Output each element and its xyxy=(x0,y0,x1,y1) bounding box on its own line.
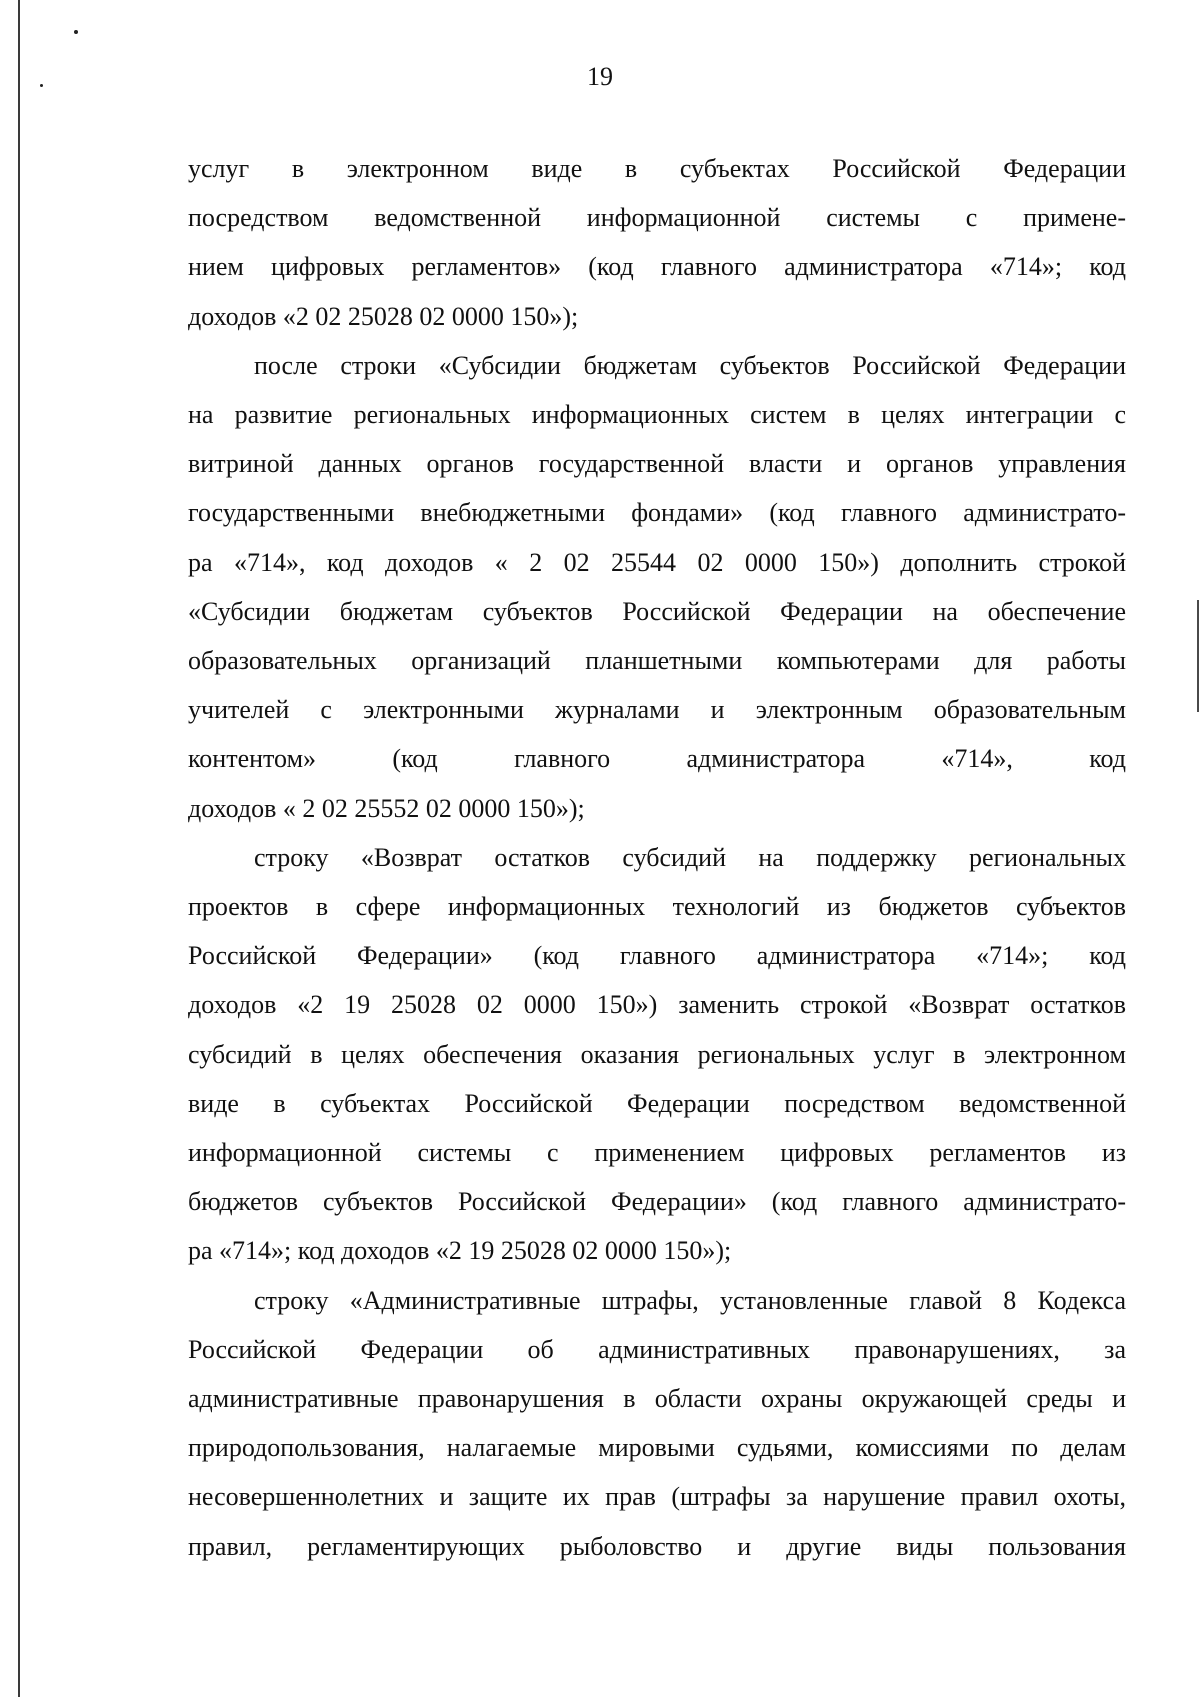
text-line: витриной данных органов государственной власти и органов управления xyxy=(188,449,1126,479)
text-line: после строки «Субсидии бюджетам субъектов Российской Федерации xyxy=(254,350,1126,380)
text-line: бюджетов субъектов Российской Федерации» (код главного администрато- xyxy=(188,1187,1126,1217)
text-line: ра «714», код доходов « 2 02 25544 02 0000 150») дополнить строкой xyxy=(188,547,1126,577)
text-line: услуг в электронном виде в субъектах Российской Федерации xyxy=(188,154,1126,183)
text-line: правил, регламентирующих рыболовство и другие виды пользования xyxy=(188,1531,1126,1561)
text-line: Российской Федерации об административных правонарушениях, за xyxy=(188,1334,1126,1364)
text-line: нием цифровых регламентов» (код главного администратора «714»; код xyxy=(188,252,1126,282)
text-line: проектов в сфере информационных технологий из бюджетов субъектов xyxy=(188,892,1126,922)
text-line: образовательных организаций планшетными компьютерами для работы xyxy=(188,646,1126,676)
text-line: строку «Административные штрафы, установленные главой 8 Кодекса xyxy=(254,1285,1126,1315)
text-line: Российской Федерации» (код главного администратора «714»; код xyxy=(188,941,1126,971)
page-number: 19 xyxy=(587,62,613,91)
text-line: контентом» (код главного администратора «714», код xyxy=(188,744,1126,774)
scan-speck xyxy=(74,30,78,34)
text-line: виде в субъектах Российской Федерации посредством ведомственной xyxy=(188,1088,1126,1118)
scan-edge-left xyxy=(18,0,20,1697)
text-line: государственными внебюджетными фондами» (код главного администрато- xyxy=(188,498,1126,528)
text-line: посредством ведомственной информационной системы с примене- xyxy=(188,203,1126,233)
text-line: доходов «2 02 25028 02 0000 150»); xyxy=(188,301,579,331)
text-line: природопользования, налагаемые мировыми судьями, комиссиями по делам xyxy=(188,1433,1126,1463)
document-body xyxy=(188,144,1126,1571)
text-line: несовершеннолетних и защите их прав (штрафы за нарушение правил охоты, xyxy=(188,1482,1126,1512)
text-line: на развитие региональных информационных систем в целях интеграции с xyxy=(188,400,1126,430)
text-line: доходов «2 19 25028 02 0000 150») заменить строкой «Возврат остатков xyxy=(188,990,1126,1020)
text-line: учителей с электронными журналами и электронным образовательным xyxy=(188,695,1126,725)
text-line: информационной системы с применением цифровых регламентов из xyxy=(188,1138,1126,1168)
text-line: строку «Возврат остатков субсидий на поддержку региональных xyxy=(254,842,1126,872)
scan-edge-right xyxy=(1197,600,1199,712)
text-line: доходов « 2 02 25552 02 0000 150»); xyxy=(188,793,585,823)
text-line: административные правонарушения в области охраны окружающей среды и xyxy=(188,1384,1126,1414)
text-line: «Субсидии бюджетам субъектов Российской Федерации на обеспечение xyxy=(188,596,1126,626)
text-line: ра «714»; код доходов «2 19 25028 02 0000 150»); xyxy=(188,1236,732,1266)
text-line: субсидий в целях обеспечения оказания региональных услуг в электронном xyxy=(188,1039,1126,1069)
